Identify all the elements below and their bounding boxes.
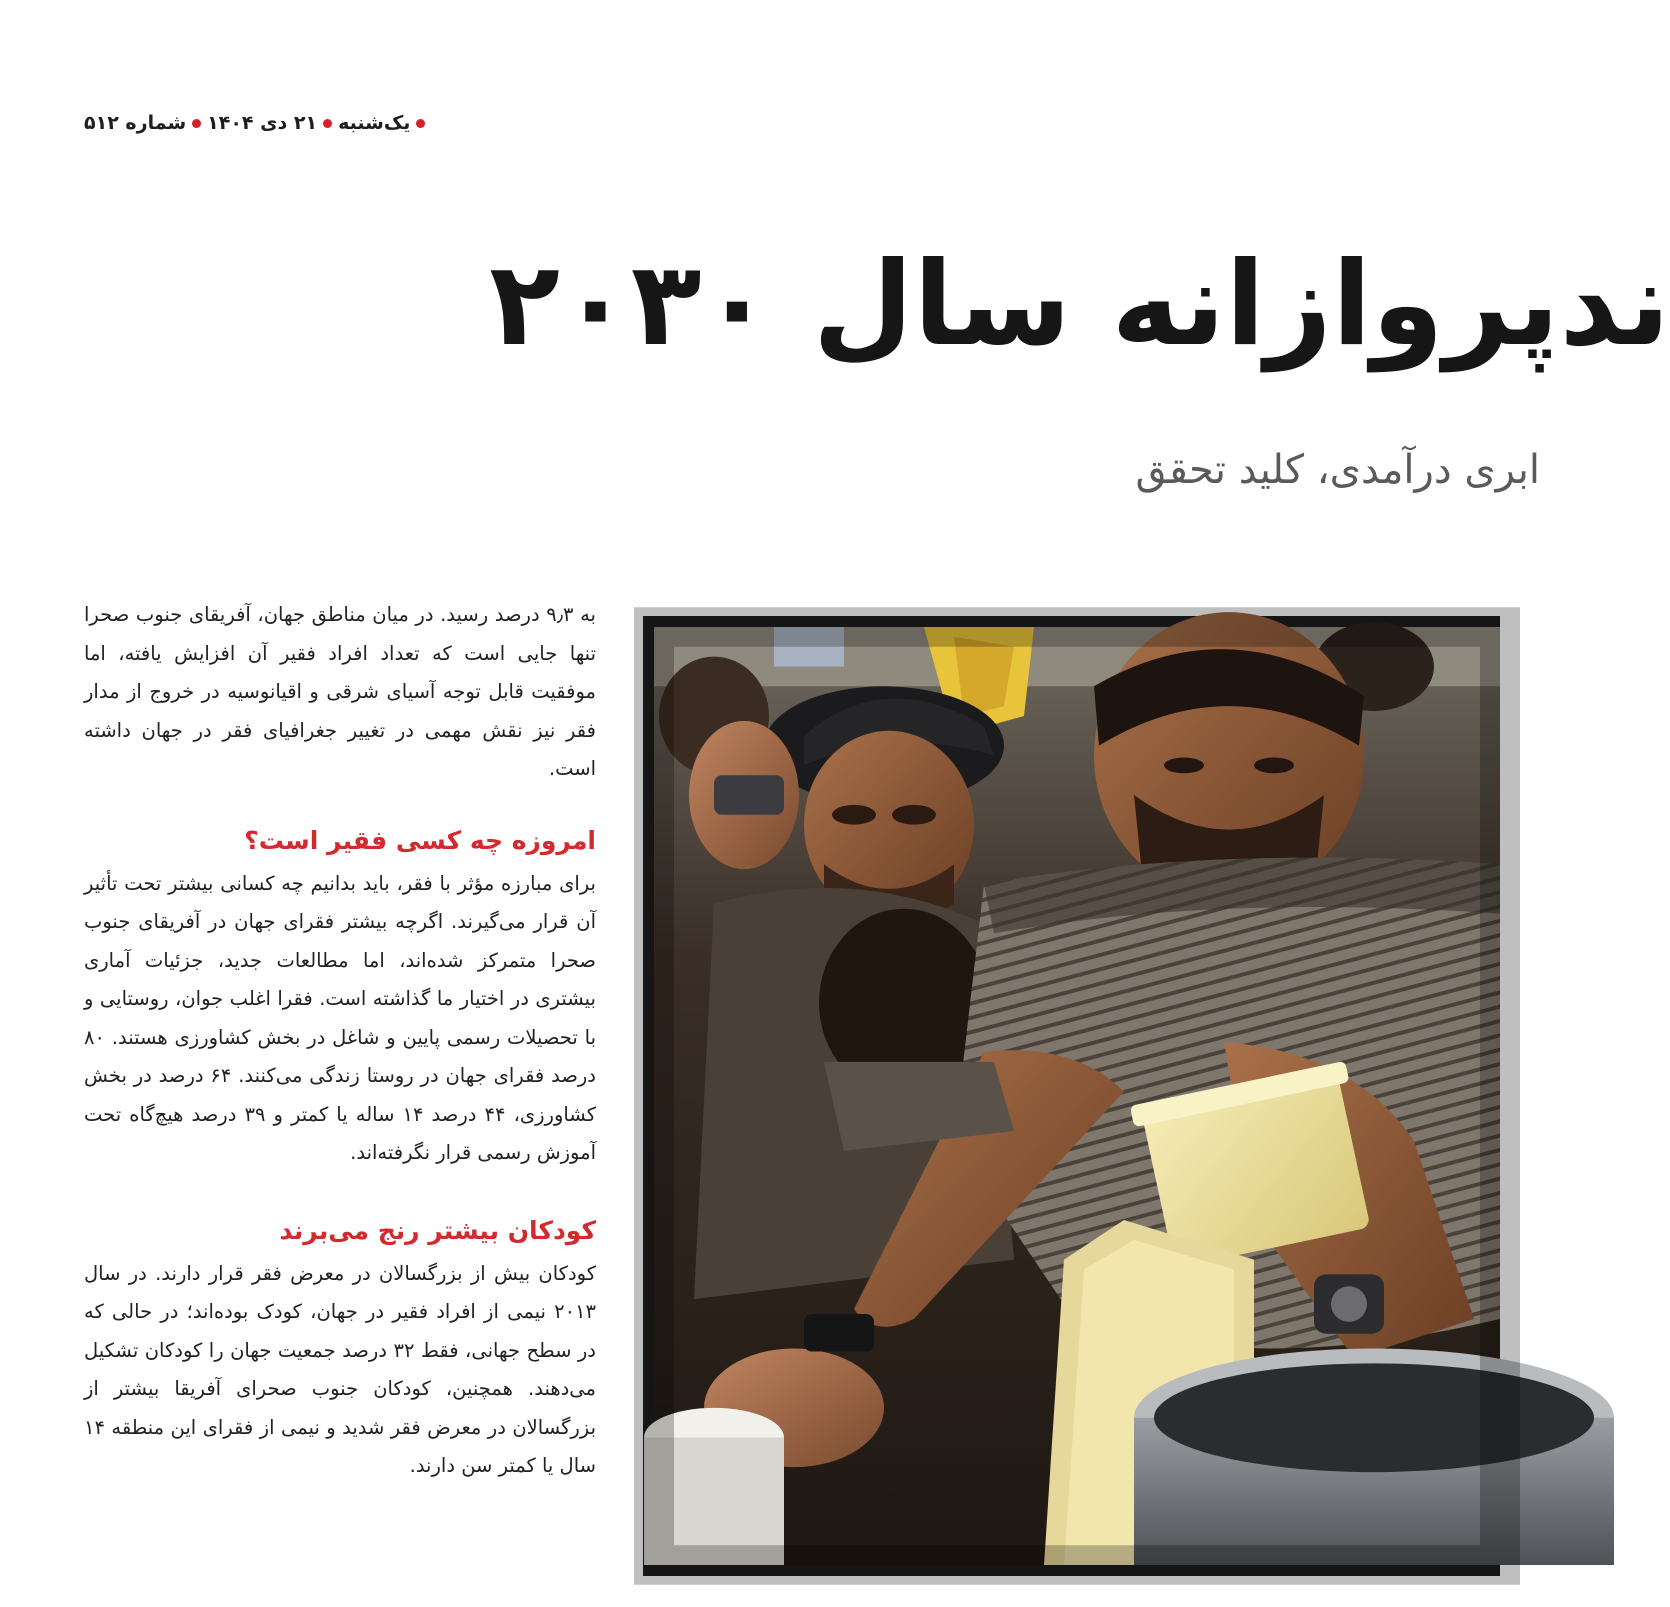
issue-day: یک‌شنبه	[338, 112, 411, 134]
intro-paragraph: به ۹٫۳ درصد رسید. در میان مناطق جهان، آفریقای جنوب صحرا تنها جایی است که تعداد افراد فقیر آن افزایش یافته، اما موفقیت قابل توجه آسیای شرقی و اقیانوسیه در خروج از مدار فقر نیز نقش مهمی در تغییر جغرافیای فقر در جهان داشته است.	[84, 603, 596, 780]
meta-bullet	[323, 119, 332, 128]
article-headline: ندپروازانه سال ۲۰۳۰	[489, 237, 1670, 372]
section-heading-who-is-poor: امروزه چه کسی فقیر است؟	[244, 825, 596, 855]
subheadline-area	[0, 430, 1540, 510]
issue-number: شماره ۵۱۲	[84, 112, 187, 134]
meta-bullet	[192, 119, 201, 128]
article-subheadline: ابری درآمدی، کلید تحقق	[1135, 447, 1540, 493]
issue-date: ۲۱ دی ۱۴۰۴	[207, 112, 318, 134]
section-body-who-is-poor: برای مبارزه مؤثر با فقر، باید بدانیم چه کسانی بیشتر تحت تأثیر آن قرار می‌گیرند. اگرچه بیشتر فقرای جهان در آفریقای جنوب صحرا متمرکز شده‌اند، اما مطالعات جدید، جزئیات آماری بیشتری در اختیار ما گذاشته است. فقرا اغلب جوان، روستایی و با تحصیلات رسمی پایین و شاغل در بخش کشاورزی هستند. ۸۰ درصد فقرای جهان در روستا زندگی می‌کنند. ۶۴ درصد در بخش کشاورزی، ۴۴ درصد ۱۴ ساله یا کمتر و ۳۹ درصد هیچ‌گاه تحت آموزش رسمی قرار نگرفته‌اند.	[84, 871, 596, 1164]
section-body-children: کودکان بیش از بزرگسالان در معرض فقر قرار دارند. در سال ۲۰۱۳ نیمی از افراد فقیر در جهان، کودک بوده‌اند؛ در حالی که در سطح جهانی، فقط ۳۲ درصد جمعیت جهان را کودکان تشکیل می‌دهند. همچنین، کودکان جنوب صحرای آفریقا بیشتر از بزرگسالان در معرض فقر شدید و نیمی از فقرای این منطقه ۱۴ سال یا کمتر سن دارند.	[84, 1261, 596, 1477]
headline-area	[0, 205, 1670, 405]
issue-meta-line	[84, 108, 424, 138]
news-photo	[643, 616, 1500, 1576]
crowd-food-distribution-photo	[654, 627, 1500, 1565]
meta-bullet	[416, 119, 425, 128]
article-column	[84, 596, 596, 1486]
section-heading-children: کودکان بیشتر رنج می‌برند	[279, 1215, 596, 1245]
